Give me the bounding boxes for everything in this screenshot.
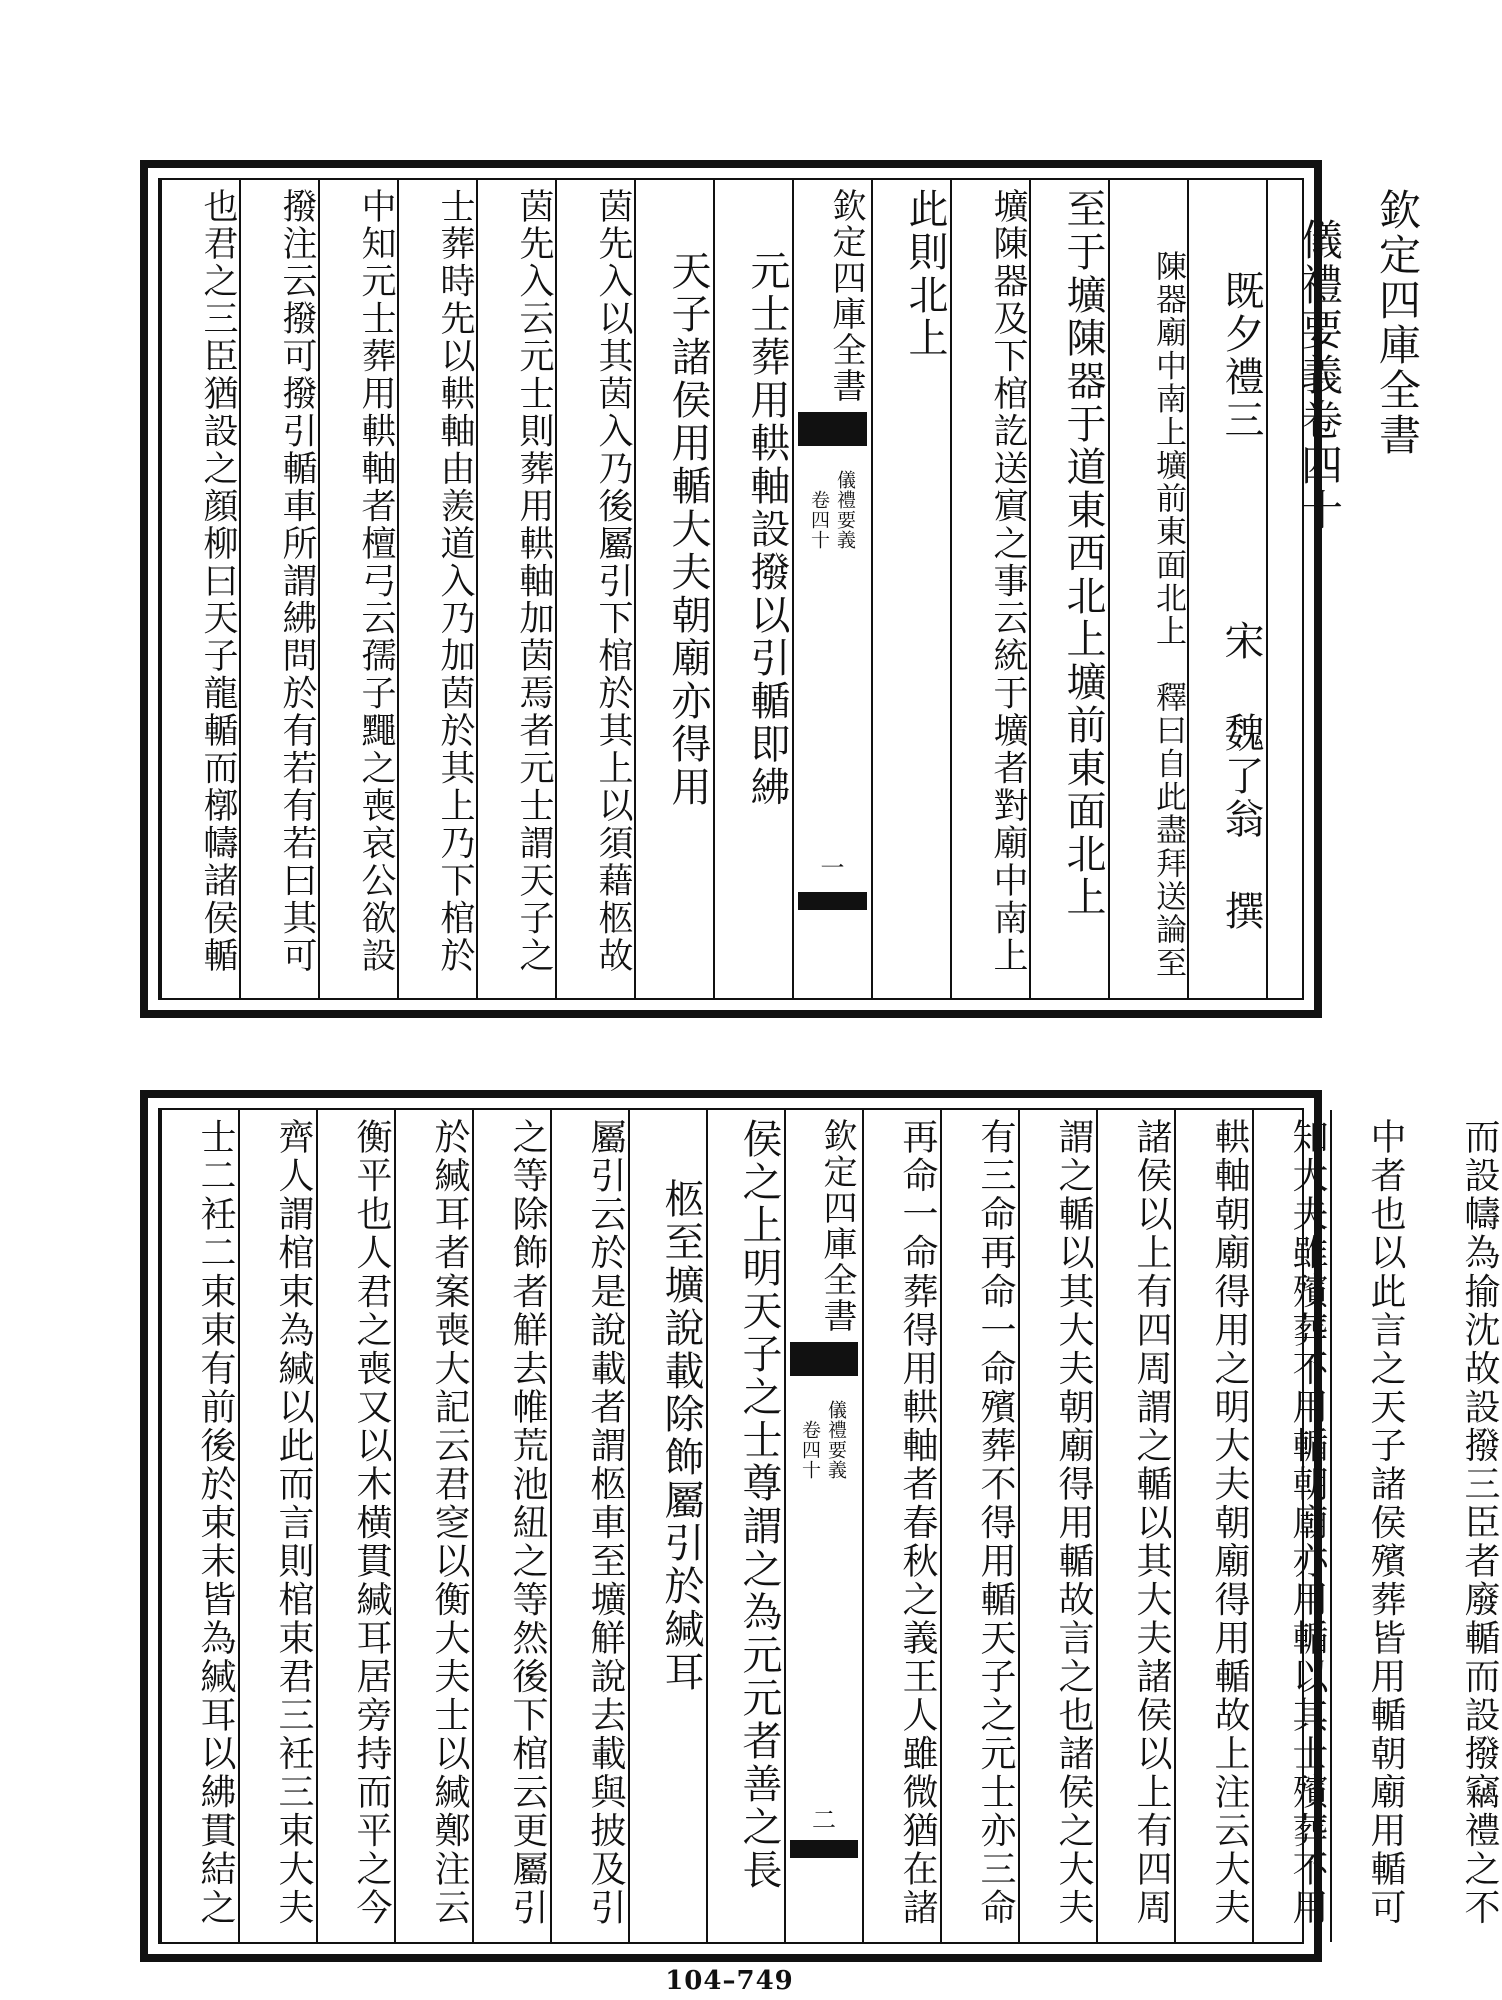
series-title: 欽定四庫全書: [1373, 188, 1422, 458]
text-line: 屬引云於是說載者謂柩車至壙觧說去載與披及引: [585, 1118, 626, 1927]
banner-volume: 卷四十: [808, 490, 830, 550]
text-line: 侯之上明天子之士尊謂之為元元者善之長: [736, 1118, 782, 1892]
text-line: 衡平也人君之喪又以木横貫緘耳居旁持而平之今: [351, 1118, 392, 1927]
text-column: [713, 180, 792, 998]
text-column: [1029, 180, 1108, 998]
fish-tail-mark: [798, 412, 867, 446]
page-reference: 104–749: [665, 1966, 794, 1996]
text-line: 中知元士葬用輁軸者檀弓云孺子䵴之喪哀公欲設: [356, 188, 396, 975]
text-column: [239, 180, 318, 998]
text-column: [1266, 180, 1345, 998]
text-line: 也君之三臣猶設之顔柳曰天子龍輴而槨幬諸侯輴: [198, 188, 238, 975]
text-column: [160, 1110, 238, 1942]
text-column: [397, 180, 476, 998]
page-number: 二: [812, 1806, 836, 1834]
text-column: [1108, 180, 1187, 998]
text-line: 天子諸侯用輴大夫朝廟亦得用: [665, 250, 711, 809]
text-line: 諸侯以上有四周謂之輴以其大夫諸侯以上有四周: [1131, 1118, 1172, 1927]
book-title: 儀禮要義卷四十: [1295, 218, 1344, 533]
text-column: [394, 1110, 472, 1942]
text-line: 於緘耳者案喪大記云君窆以衡大夫士以緘鄭注云: [429, 1118, 470, 1927]
text-line: 元士葬用輁軸設撥以引輴即紼: [744, 250, 790, 809]
chapter-title: 既夕禮三: [1218, 270, 1264, 442]
text-column: [940, 1110, 1018, 1942]
text-column: [1018, 1110, 1096, 1942]
fish-tail-mark: [790, 1342, 858, 1376]
text-column: [862, 1110, 940, 1942]
text-line: 至于壙陳器于道東西北上壙前東面北上: [1060, 188, 1106, 919]
banner-volume: 卷四十: [799, 1420, 821, 1480]
text-line: 齊人謂棺束為緘以此而言則棺束君三衽三束大夫: [273, 1118, 314, 1927]
text-column: [1330, 1110, 1408, 1942]
text-column: [1345, 180, 1502, 998]
text-column: [550, 1110, 628, 1942]
text-line: 茵先入以其茵入乃後屬引下棺於其上以須藉柩故: [593, 188, 633, 975]
page-number: 一: [820, 854, 845, 882]
text-column: [238, 1110, 316, 1942]
text-column: [555, 180, 634, 998]
text-column: [634, 180, 713, 998]
text-line: 中者也以此言之天子諸侯殯葬皆用輴朝廟用輴可: [1365, 1118, 1406, 1927]
text-column: [1187, 180, 1266, 998]
text-column: [871, 180, 950, 998]
text-line: 之等除飾者觧去帷荒池紐之等然後下棺云更屬引: [507, 1118, 548, 1927]
text-column: [472, 1110, 550, 1942]
text-column: [318, 180, 397, 998]
text-line: 茵先入云元士則葬用輁軸加茵焉者元士謂天子之: [514, 188, 554, 975]
center-banner: [784, 1110, 862, 1942]
text-column: [1174, 1110, 1252, 1942]
fish-tail-mark: [790, 1840, 858, 1858]
text-line: 撥注云撥可撥引輴車所謂紼問於有若有若曰其可: [277, 188, 317, 975]
text-column: [1408, 1110, 1502, 1942]
text-line: 有三命再命一命殯葬不得用輴天子之元士亦三命: [975, 1118, 1016, 1927]
bottom-page: [140, 1090, 1500, 1962]
text-line: 知大夫雖殯葬不用輴朝廟亦用輴以其士殯葬不用: [1287, 1118, 1328, 1927]
top-page-frame: [158, 178, 1422, 1000]
text-line: 而設幬為揄沈故設撥三臣者廢輴而設撥竊禮之不: [1459, 1118, 1500, 1927]
text-column: [706, 1110, 784, 1942]
text-line: 柩至壙說載除飾屬引於緘耳: [658, 1178, 704, 1694]
fish-tail-mark: [798, 892, 867, 910]
text-column: [476, 180, 555, 998]
center-banner: [792, 180, 871, 998]
text-line: 輁軸朝廟得用之明大夫朝廟得用輴故上注云大夫: [1209, 1118, 1250, 1927]
author-line: 宋 魏了翁 撰: [1218, 620, 1264, 933]
text-line: 此則北上: [902, 188, 948, 360]
text-column: [1096, 1110, 1174, 1942]
banner-subtitle: 儀禮要義: [834, 470, 856, 550]
banner-title: 欽定四庫全書: [826, 188, 866, 404]
text-line: 壙陳器及下棺訖送賔之事云統于壙者對廟中南上: [988, 188, 1028, 975]
text-column: [316, 1110, 394, 1942]
top-page: [140, 160, 1422, 1018]
text-line: 士二衽二束束有前後於束末皆為緘耳以紼貫結之: [195, 1118, 236, 1927]
text-line: 再命一命葬得用輁軸者春秋之義王人雖微猶在諸: [897, 1118, 938, 1927]
text-column: [1252, 1110, 1330, 1942]
text-column: [950, 180, 1029, 998]
text-line: 謂之輴以其大夫朝廟得用輴故言之也諸侯之大夫: [1053, 1118, 1094, 1927]
bottom-page-frame: [158, 1108, 1500, 1944]
text-line: 士葬時先以輁軸由羨道入乃加茵於其上乃下棺於: [435, 188, 475, 975]
banner-title: 欽定四庫全書: [817, 1118, 857, 1334]
text-column: [628, 1110, 706, 1942]
text-column: [160, 180, 239, 998]
banner-subtitle: 儀禮要義: [825, 1400, 847, 1480]
text-line: 陳器廟中南上壙前東面北上 釋曰自此盡拜送論至: [1150, 250, 1186, 980]
